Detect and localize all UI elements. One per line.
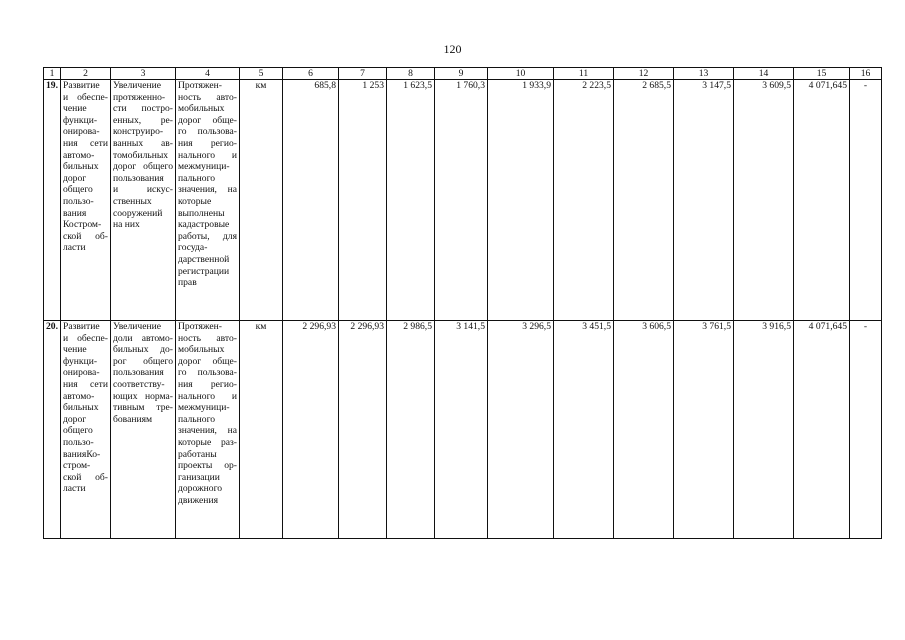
row-index: 19.	[44, 80, 61, 321]
text-line: пального	[178, 172, 216, 184]
text-line: ской об-	[63, 230, 108, 242]
text-line: онирова-	[63, 126, 100, 138]
text-line: протяженно-	[113, 91, 166, 103]
text-line: соответству-	[113, 378, 165, 390]
text-line: межмуници-	[178, 402, 230, 414]
text-line: выполнены	[178, 207, 225, 219]
text-line: ность авто-	[178, 332, 237, 344]
value-cell: 3 147,5	[674, 80, 734, 321]
indicator-cell	[176, 321, 240, 539]
text-line: значения, на	[178, 184, 237, 196]
header-cell: 13	[674, 68, 734, 80]
text-line: бильных	[63, 161, 99, 173]
value-cell: 2 296,93	[339, 321, 387, 539]
header-cell: 3	[111, 68, 176, 80]
header-cell: 10	[488, 68, 554, 80]
text-line: томобильных	[113, 149, 169, 161]
text-line: пользования	[113, 172, 164, 184]
table-row	[44, 321, 882, 539]
text-line: работаны	[178, 448, 217, 460]
text-line: которые раз-	[178, 436, 237, 448]
indicators-table	[43, 67, 882, 539]
value-cell: 4 071,645	[794, 80, 850, 321]
page-number: 120	[443, 42, 462, 56]
text-line: и искус-	[113, 184, 173, 196]
text-line: ласти	[63, 242, 86, 254]
text-line: конструиро-	[113, 126, 164, 138]
value-cell: 2 223,5	[554, 80, 614, 321]
text-line: го пользова-	[178, 126, 237, 138]
text-line: дарственной	[178, 253, 230, 265]
text-line: ской об-	[63, 471, 108, 483]
text-line: ганизации	[178, 471, 220, 483]
value-cell: 3 761,5	[674, 321, 734, 539]
text-line: которые	[178, 195, 212, 207]
text-line: пользо-	[63, 436, 94, 448]
text-line: автомо-	[63, 390, 95, 402]
value-cell: 1 623,5	[387, 80, 435, 321]
text-line: сооружений	[113, 207, 163, 219]
text-line: и обеспе-	[63, 91, 108, 103]
text-line: бильных до-	[113, 344, 173, 356]
text-line: госуда-	[178, 242, 208, 254]
text-line: функци-	[63, 114, 98, 126]
text-line: пользо-	[63, 195, 94, 207]
header-cell: 1	[44, 68, 61, 80]
header-cell: 11	[554, 68, 614, 80]
text-line: ния сети	[63, 137, 108, 149]
text-line: дорожного	[178, 483, 223, 495]
text-line: общего	[63, 425, 93, 437]
text-line: мобильных	[178, 344, 225, 356]
text-line: чение	[63, 103, 87, 115]
value-cell: 2 986,5	[387, 321, 435, 539]
text-line: ния регио-	[178, 378, 237, 390]
text-line: го пользова-	[178, 367, 237, 379]
text-line: работы, для	[178, 230, 237, 242]
text-line: нального и	[178, 149, 237, 161]
text-line: и обеспе-	[63, 332, 108, 344]
header-cell: 6	[283, 68, 339, 80]
text-line: стром-	[63, 460, 91, 472]
text-line: дорог обще-	[178, 114, 237, 126]
text-line: Увеличение	[113, 80, 161, 91]
text-line: дорог обще-	[178, 355, 237, 367]
header-cell: 9	[435, 68, 488, 80]
value-cell: 685,8	[283, 80, 339, 321]
header-cell: 2	[61, 68, 111, 80]
text-line: автомо-	[63, 149, 95, 161]
indicator-cell	[176, 80, 240, 321]
header-cell: 14	[734, 68, 794, 80]
program-name-cell	[61, 321, 111, 539]
text-line: рог общего	[113, 355, 173, 367]
unit-cell: км	[240, 321, 283, 539]
header-cell: 12	[614, 68, 674, 80]
unit-cell: км	[240, 80, 283, 321]
text-line: Развитие	[63, 80, 100, 91]
text-line: пользования	[113, 367, 164, 379]
text-line: бильных	[63, 402, 99, 414]
text-line: на них	[113, 219, 140, 231]
text-line: дорог общего	[113, 161, 173, 173]
header-cell: 16	[850, 68, 882, 80]
text-line: ласти	[63, 483, 86, 495]
text-line: ность авто-	[178, 91, 237, 103]
value-cell: 3 141,5	[435, 321, 488, 539]
value-cell: 2 296,93	[283, 321, 339, 539]
text-line: дорог	[63, 413, 87, 425]
text-line: кадастровые	[178, 219, 230, 231]
header-cell: 8	[387, 68, 435, 80]
header-cell: 5	[240, 68, 283, 80]
text-line: дорог	[63, 172, 87, 184]
text-line: регистрации	[178, 265, 230, 277]
text-line: бованиям	[113, 413, 153, 425]
value-cell: 1 253	[339, 80, 387, 321]
header-cell: 15	[794, 68, 850, 80]
note-cell: -	[850, 321, 882, 539]
text-line: ванных ав-	[113, 137, 173, 149]
program-name-cell	[61, 80, 111, 321]
text-line: сти постро-	[113, 103, 173, 115]
value-cell: 1 933,9	[488, 80, 554, 321]
text-line: ния сети	[63, 378, 108, 390]
text-line: доли автомо-	[113, 332, 173, 344]
text-line: Протяжен-	[178, 321, 222, 332]
text-line: вания	[63, 207, 87, 219]
value-cell: 2 685,5	[614, 80, 674, 321]
text-line: Протяжен-	[178, 80, 222, 91]
text-line: ния регио-	[178, 137, 237, 149]
value-cell: 3 916,5	[734, 321, 794, 539]
text-line: ющих норма-	[113, 390, 173, 402]
text-line: тивным тре-	[113, 402, 173, 414]
text-line: чение	[63, 344, 87, 356]
header-cell: 7	[339, 68, 387, 80]
text-line: онирова-	[63, 367, 100, 379]
value-cell: 1 760,3	[435, 80, 488, 321]
text-line: межмуници-	[178, 161, 230, 173]
text-line: прав	[178, 277, 197, 289]
row-index: 20.	[44, 321, 61, 539]
value-cell: 3 296,5	[488, 321, 554, 539]
text-line: значения, на	[178, 425, 237, 437]
value-cell: 4 071,645	[794, 321, 850, 539]
value-cell: 3 606,5	[614, 321, 674, 539]
note-cell: -	[850, 80, 882, 321]
text-line: мобильных	[178, 103, 225, 115]
text-line: движения	[178, 494, 218, 506]
text-line: ственных	[113, 195, 152, 207]
goal-cell	[111, 321, 176, 539]
header-row	[44, 68, 882, 80]
text-line: проекты ор-	[178, 460, 237, 472]
text-line: нального и	[178, 390, 237, 402]
goal-cell	[111, 80, 176, 321]
text-line: функци-	[63, 355, 98, 367]
value-cell: 3 451,5	[554, 321, 614, 539]
text-line: ванияКо-	[63, 448, 101, 460]
text-line: Увеличение	[113, 321, 161, 332]
text-line: енных, ре-	[113, 114, 173, 126]
text-line: общего	[63, 184, 93, 196]
header-cell: 4	[176, 68, 240, 80]
table-row	[44, 80, 882, 321]
text-line: пального	[178, 413, 216, 425]
text-line: Костром-	[63, 219, 102, 231]
value-cell: 3 609,5	[734, 80, 794, 321]
text-line: Развитие	[63, 321, 100, 332]
